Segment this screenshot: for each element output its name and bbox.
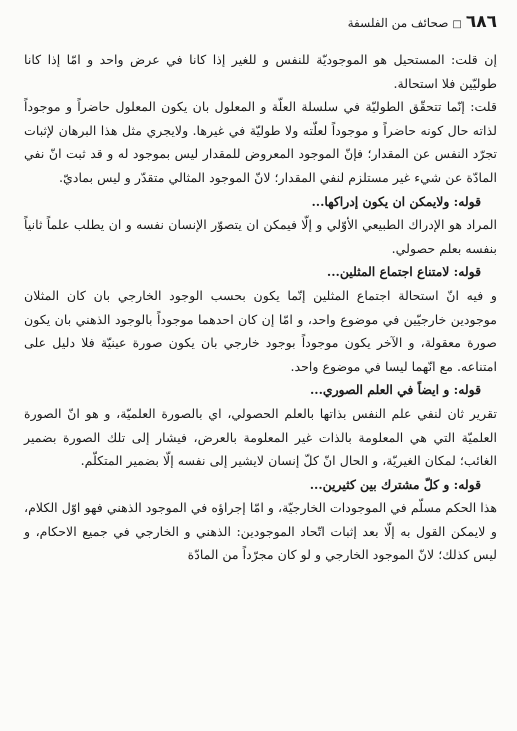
paragraph: المراد هو الإدراك الطبيعي الأوّلي و إلّا فيمكن ان يتصوّر الإنسان نفسه و ان يطلب علماً ثانياً بنفسه بعلم حصولي. [24,217,497,256]
quote-heading: قوله: و كلّ مشترك بين كثيرين... [309,476,481,492]
quote-heading: قوله: ولايمكن ان يكون إدراكها... [311,193,481,209]
quote-heading: قوله: و ايضاً في العلم الصوري... [309,382,481,398]
page-number: ٦٨٦ [465,12,497,32]
paragraph: هذا الحكم مسلّم في الموجودات الخارجيّة، و امّا إجراؤه في الموجود الذهني فهو اوّل الكلام، و لايمكن القول به إلّا بعد إثبات اتّحاد الموجودين: الذهني و الخارجي في جميع الاحكام، و ليس كذلك؛ لانّ الموجود الخارجي و لو كان مجرّداً من المادّة [24,500,497,563]
page-body [24,48,497,567]
paragraph: و فيه انّ استحالة اجتماع المثلين إنّما يكون بحسب الوجود الخارجي بان كان المثلان موجودين خارجيّين في موضوع واحد، و امّا إن كان احدهما موجوداً بالوجود الذهني بان يكون صورة معقولة، و الآخر يكون موجوداً بوجود خارجي بان يكون صورة عينيّة فلا دليل على امتناعه. مع انّهما ليسا في موضوع واحد. [24,287,497,374]
paragraph-objection: إن قلت: المستحيل هو الموجوديّة للنفس و للغير إذا كانا في عرض واحد و امّا إذا كانا طوليّين فلا استحالة. [24,52,497,91]
separator-square-icon: □ [452,19,462,30]
paragraph-reply: قلت: إنّما تتحقّق الطوليّة في سلسلة العلّة و المعلول بان يكون المعلول حاضراً و موجوداً لذاته حال كونه حاضراً و موجوداً لعلّته ولا طوليّة في غيرها. ولايجري مثل هذا البرهان لإثبات تجرّد النفس عن المقدار؛ فإنّ الموجود المعروض للمقدار ليس بموجود له و قد ثبت انّ نفي المادّة عن شيء غير مستلزم لنفي المقدار؛ لانّ الموجود المثالي متقدّر و ليس بماديّ. [24,99,497,185]
paragraph: تقرير ثان لنفي علم النفس بذاتها بالعلم الحصولي، اي بالصورة العلميّة، و هو انّ الصورة العلميّة التي هي المعلومة بالذات غير المعلومة بالعرض، فيشار إلى تلك الصورة بضمير الغائب؛ لمكان الغيريّة، و الحال انّ كلّ إنسان لايشير إلى نفسه إلّا بضمير المتكلّم. [24,405,497,469]
quote-heading: قوله: لامتناع اجتماع المثلين... [326,264,481,280]
running-title: صحائف من الفلسفة [347,16,449,30]
running-header [24,12,497,34]
